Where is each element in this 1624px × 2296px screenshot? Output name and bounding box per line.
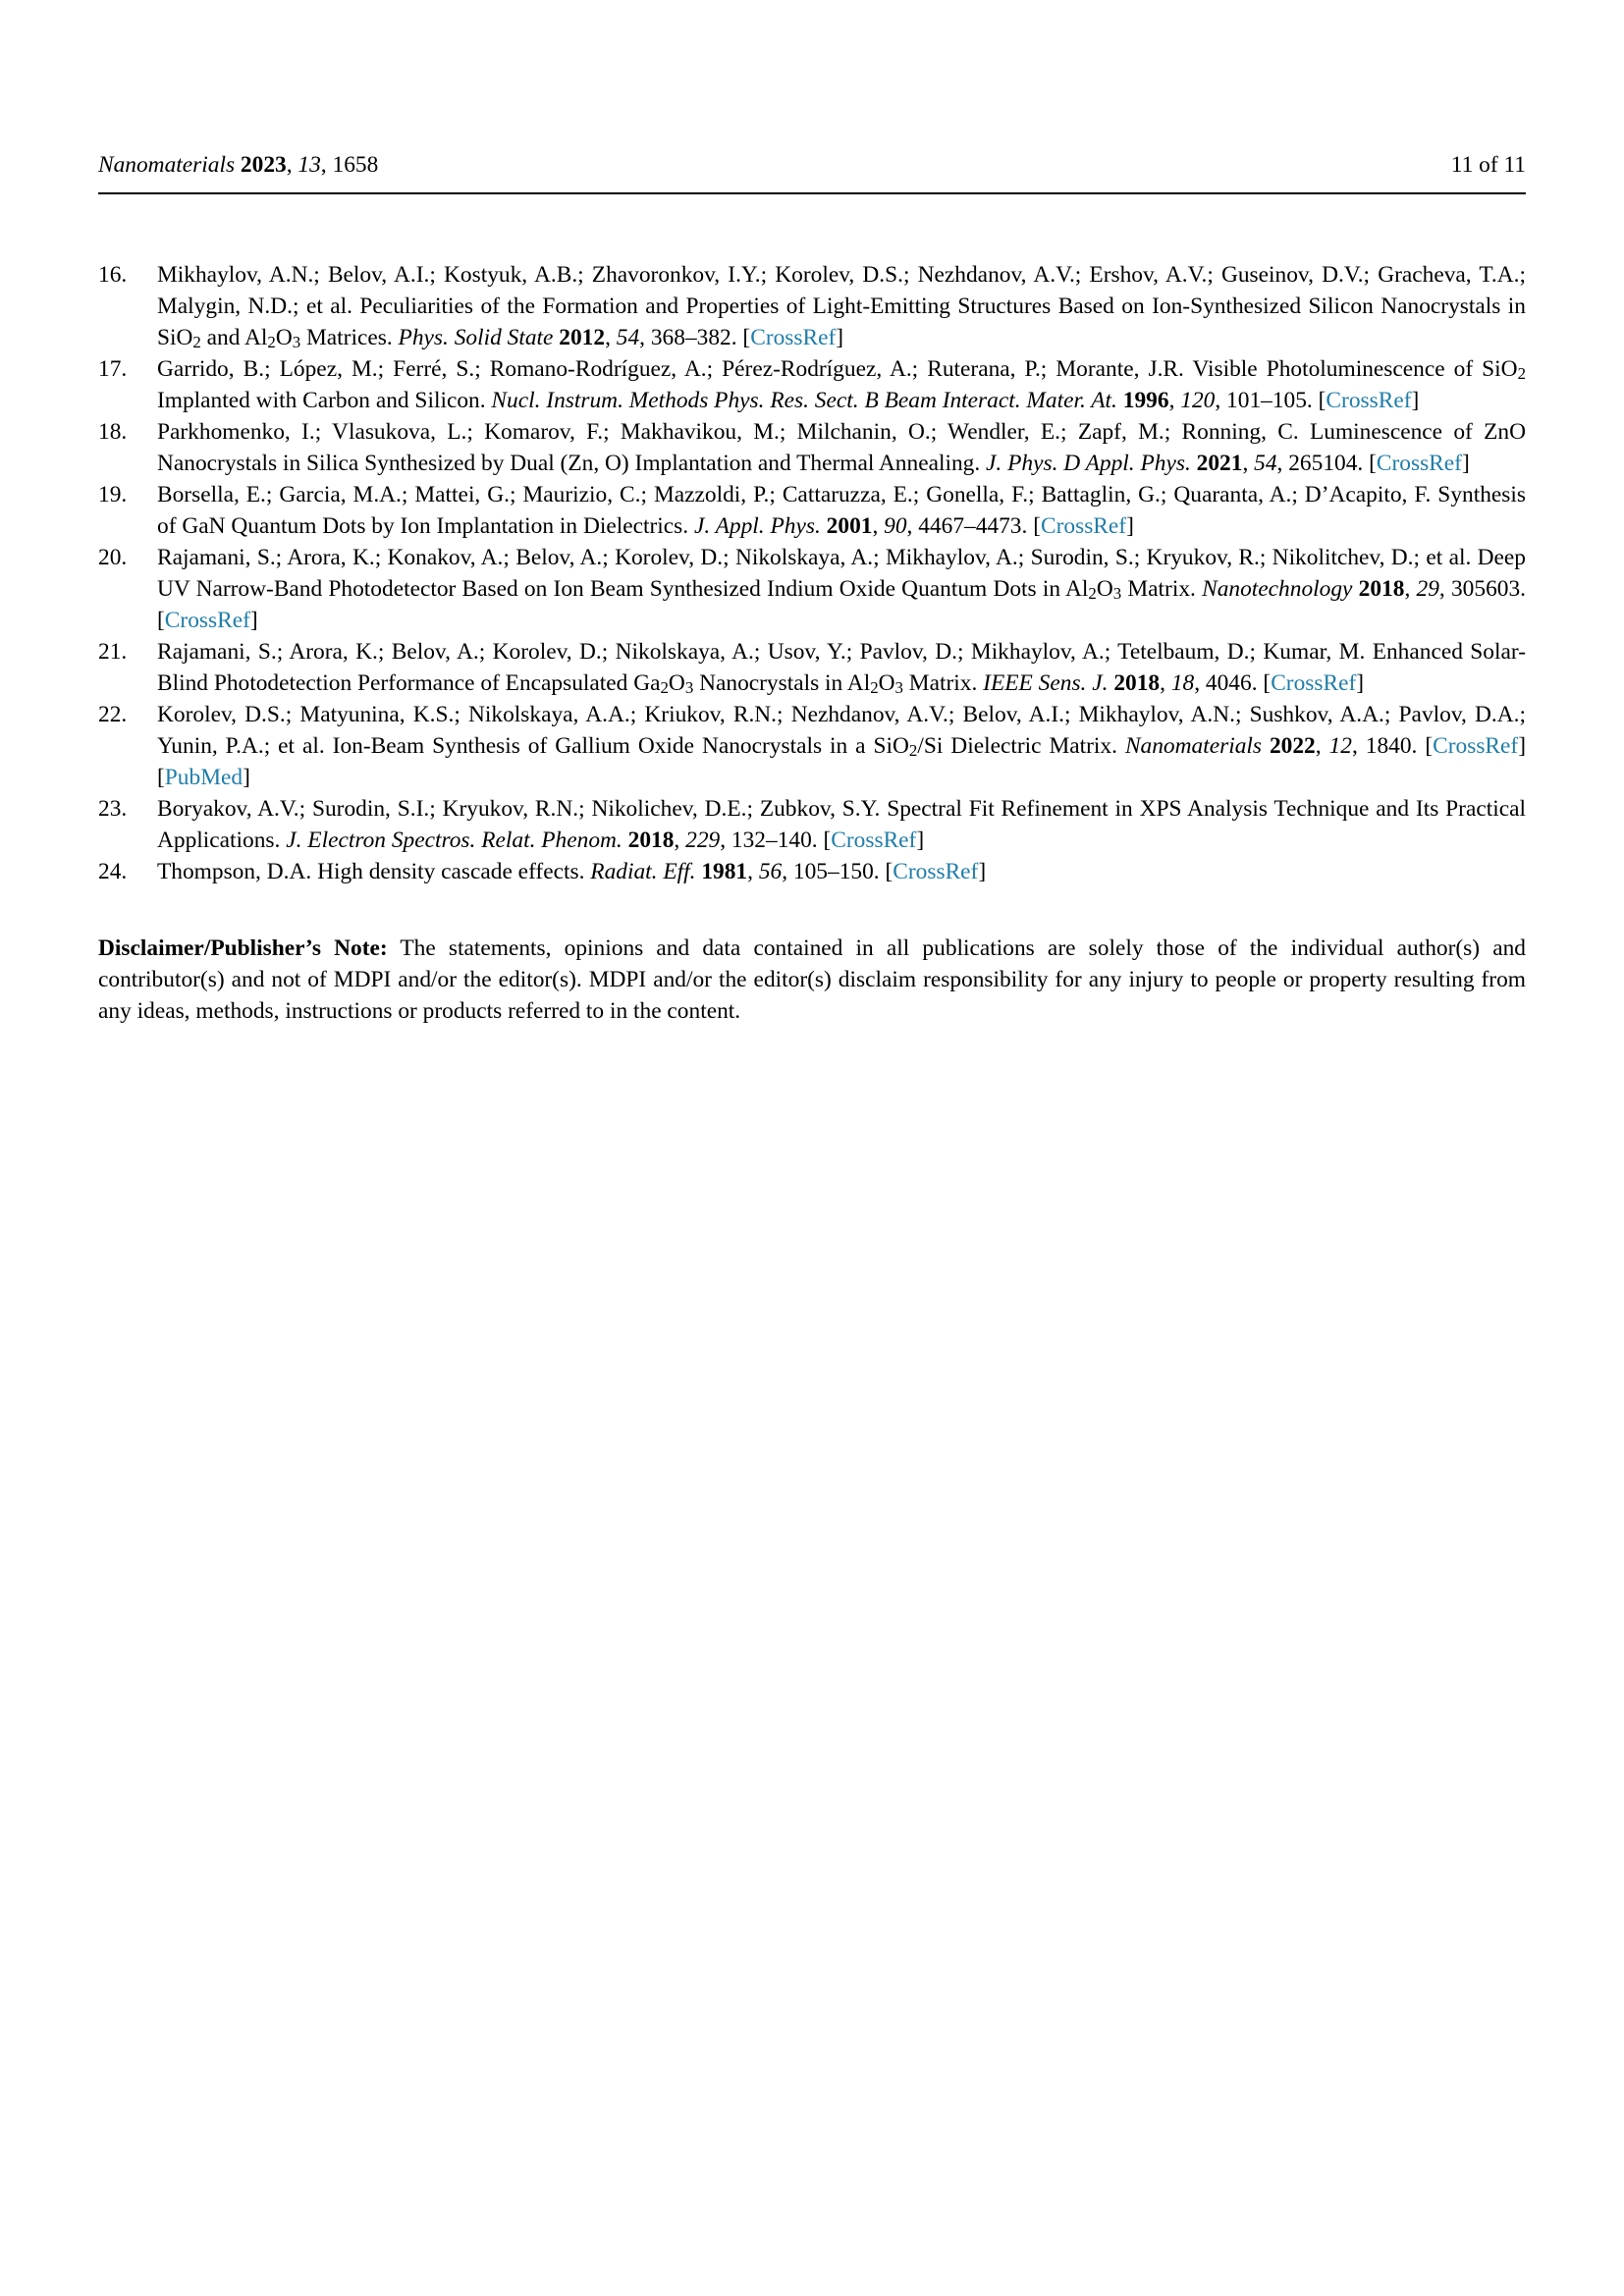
subscript: 3	[684, 678, 694, 698]
subscript: 2	[267, 333, 276, 352]
reference-text: Boryakov, A.V.; Surodin, S.I.; Kryukov, R.N.; Nikolichev, D.E.; Zubkov, S.Y. Spectral Fit Refinement in XPS Analysis Technique and Its Practical Applications. J. Electron Spectros. Relat. Phenom. 2018, 229, 132–140. [CrossRef]	[157, 796, 1526, 853]
subscript: 2	[870, 678, 879, 698]
crossref-link[interactable]: CrossRef	[1271, 670, 1357, 696]
reference-item	[98, 353, 1526, 416]
pubmed-link[interactable]: PubMed	[164, 765, 244, 790]
reference-number: 24.	[98, 859, 128, 884]
reference-text: Parkhomenko, I.; Vlasukova, L.; Komarov, F.; Makhavikou, M.; Milchanin, O.; Wendler, E.; Zapf, M.; Ronning, C. Luminescence of ZnO Nanocrystals in Silica Synthesized by Dual (Zn, O) Implantation and Thermal Annealing. J. Phys. D Appl. Phys. 2021, 54, 265104. [CrossRef]	[157, 419, 1526, 476]
reference-text: Borsella, E.; Garcia, M.A.; Mattei, G.; Maurizio, C.; Mazzoldi, P.; Cattaruzza, E.; Gonella, F.; Battaglin, G.; Quaranta, A.; D’Acapito, F. Synthesis of GaN Quantum Dots by Ion Implantation in Dielectrics. J. Appl. Phys. 2001, 90, 4467–4473. [CrossRef]	[157, 482, 1526, 539]
reference-item	[98, 636, 1526, 699]
reference-item	[98, 699, 1526, 793]
reference-number: 22.	[98, 702, 128, 727]
subscript: 2	[908, 741, 918, 761]
disclaimer-note: Disclaimer/Publisher’s Note: The statements, opinions and data contained in all publications are solely those of the individual author(s) and contributor(s) and not of MDPI and/or the editor(s). MDPI and/or the editor(s) disclaim responsibility for any injury to people or property resulting from any ideas, methods, instructions or products referred to in the content.	[98, 935, 1526, 1024]
reference-text: Mikhaylov, A.N.; Belov, A.I.; Kostyuk, A.B.; Zhavoronkov, I.Y.; Korolev, D.S.; Nezhdanov, A.V.; Ershov, A.V.; Guseinov, D.V.; Gracheva, T.A.; Malygin, N.D.; et al. Peculiarities of the Formation and Properties of Light-Emitting Structures Based on Ion-Synthesized Silicon Nanocrystals in SiO$_2$ and $Al_2O_3$ Matrices. Phys. Solid State 2012, 54, 368–382. [CrossRef]	[157, 262, 1526, 352]
reference-number: 21.	[98, 639, 128, 665]
references-list	[98, 259, 1526, 887]
reference-item	[98, 259, 1526, 353]
reference-item	[98, 856, 1526, 887]
subscript: 3	[292, 333, 301, 352]
journal-citation: Nanomaterials 2023, 13, 1658	[98, 152, 379, 178]
crossref-link[interactable]: CrossRef	[893, 859, 979, 884]
reference-item	[98, 542, 1526, 636]
reference-item	[98, 416, 1526, 479]
reference-text: Korolev, D.S.; Matyunina, K.S.; Nikolskaya, A.A.; Kriukov, R.N.; Nezhdanov, A.V.; Belov, A.I.; Mikhaylov, A.N.; Sushkov, A.A.; Pavlov, D.A.; Yunin, P.A.; et al. Ion-Beam Synthesis of Gallium Oxide Nanocrystals in a SiO$_2$/Si Dielectric Matrix. Nanomaterials 2022, 12, 1840. [CrossRef] [PubMed]	[157, 702, 1527, 790]
subscript: 2	[1517, 364, 1526, 384]
crossref-link[interactable]: CrossRef	[1041, 513, 1127, 539]
crossref-link[interactable]: CrossRef	[750, 325, 837, 350]
crossref-link[interactable]: CrossRef	[164, 608, 250, 633]
reference-text: Garrido, B.; López, M.; Ferré, S.; Romano-Rodríguez, A.; Pérez-Rodríguez, A.; Ruterana, P.; Morante, J.R. Visible Photoluminescence of SiO$_2$ Implanted with Carbon and Silicon. Nucl. Instrum. Methods Phys. Res. Sect. B Beam Interact. Mater. At. 1996, 120, 101–105. [CrossRef]	[157, 356, 1526, 413]
reference-number: 20.	[98, 545, 128, 570]
page-number: 11 of 11	[1450, 152, 1526, 178]
reference-text: Thompson, D.A. High density cascade effects. Radiat. Eff. 1981, 56, 105–150. [CrossRef]	[157, 859, 987, 884]
crossref-link[interactable]: CrossRef	[1433, 733, 1519, 759]
reference-text: Rajamani, S.; Arora, K.; Belov, A.; Korolev, D.; Nikolskaya, A.; Usov, Y.; Pavlov, D.; Mikhaylov, A.; Tetelbaum, D.; Kumar, M. Enhanced Solar-Blind Photodetection Performance of Encapsulated $Ga_2O_3$ Nanocrystals in $Al_2O_3$ Matrix. IEEE Sens. J. 2018, 18, 4046. [CrossRef]	[157, 639, 1526, 698]
crossref-link[interactable]: CrossRef	[1376, 451, 1462, 476]
reference-number: 16.	[98, 262, 128, 288]
subscript: 3	[894, 678, 903, 698]
reference-number: 18.	[98, 419, 128, 445]
reference-item	[98, 479, 1526, 542]
subscript: 3	[1112, 584, 1122, 604]
page-header	[98, 149, 1526, 181]
subscript: 2	[660, 678, 669, 698]
subscript: 2	[192, 333, 201, 352]
reference-number: 23.	[98, 796, 128, 822]
reference-number: 17.	[98, 356, 128, 382]
subscript: 2	[1088, 584, 1097, 604]
header-divider	[98, 192, 1526, 194]
crossref-link[interactable]: CrossRef	[831, 828, 917, 853]
reference-number: 19.	[98, 482, 128, 507]
reference-item	[98, 793, 1526, 856]
reference-text: Rajamani, S.; Arora, K.; Konakov, A.; Belov, A.; Korolev, D.; Nikolskaya, A.; Mikhaylov, A.; Surodin, S.; Kryukov, R.; Nikolitchev, D.; et al. Deep UV Narrow-Band Photodetector Based on Ion Beam Synthesized Indium Oxide Quantum Dots in $Al_2O_3$ Matrix. Nanotechnology 2018, 29, 305603. [CrossRef]	[157, 545, 1526, 633]
crossref-link[interactable]: CrossRef	[1326, 388, 1412, 413]
